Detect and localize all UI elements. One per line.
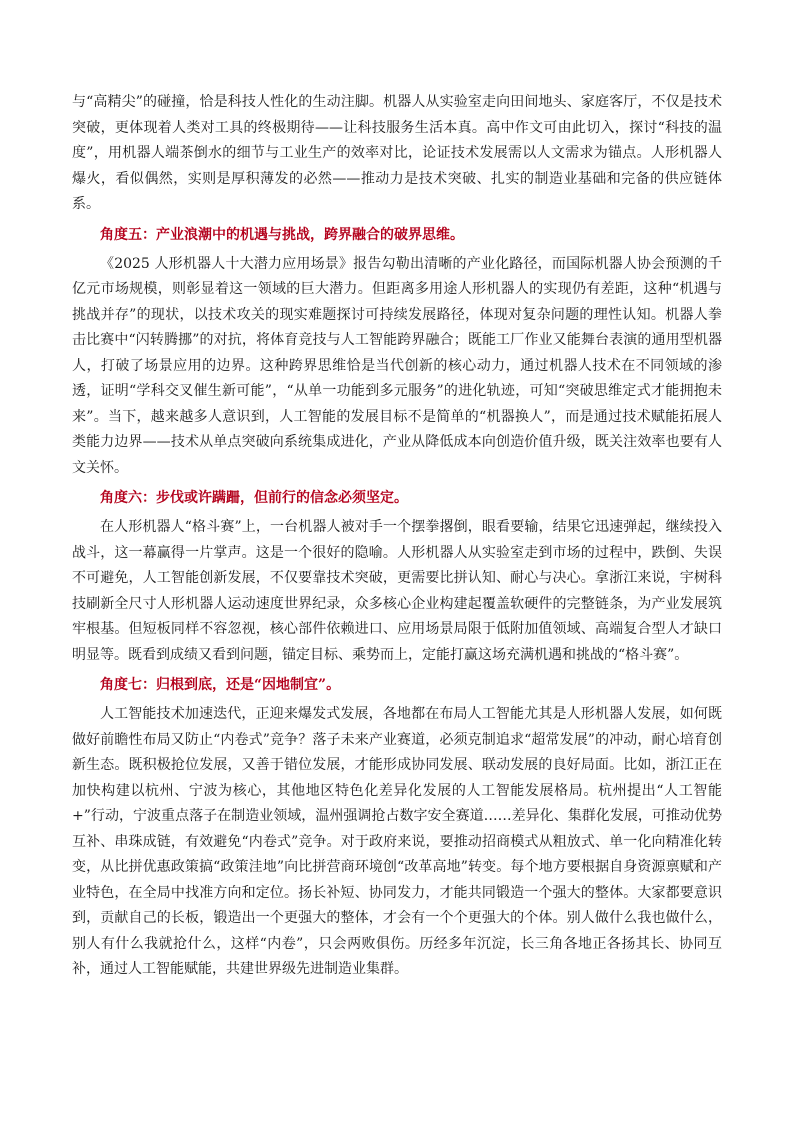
section-heading-angle-7: 角度七：归根到底，还是“因地制宜”。 — [100, 677, 341, 693]
paragraph-angle-5: 《2025 人形机器人十大潜力应用场景》报告勾勒出清晰的产业化路径，而国际机器人协会预测的千亿元市场规模，则彰显着这一领域的巨大潜力。但距离多用途人形机器人的实现仍有差距，这种“机遇与挑战并存”的现状，以技术攻关的现实难题探讨可持续发展路径，体现对复杂问题的理性认知。机器人拳击比赛中“闪转腾挪”的对抗，将体育竞技与人工智能跨界融合；既能工厂作业又能舞台表演的通用型机器人，打破了场景应用的边界。这种跨界思维恰是当代创新的核心动力，通过机器人技术在不同领域的渗透，证明“学科交叉催生新可能”，“从单一功能到多元服务”的进化轨迹，可知“突破思维定式才能拥抱未来”。当下，越来越多人意识到，人工智能的发展目标不是简单的“机器换人”，而是通过技术赋能拓展人类能力边界——技术从单点突破向系统集成进化，产业从降低成本向创造价值升级，既关注效率也要有人文关怀。 — [72, 255, 722, 476]
section-heading-angle-5: 角度五：产业浪潮中的机遇与挑战，跨界融合的破界思维。 — [100, 226, 464, 243]
document-body — [72, 90, 722, 983]
paragraph-angle-7: 人工智能技术加速迭代，正迎来爆发式发展，各地都在布局人工智能尤其是人形机器人发展，如何既做好前瞻性布局又防止“内卷式”竞争？落子未来产业赛道，必须克制追求“超常发展”的冲动，耐心培育创新生态。既积极抢位发展，又善于错位发展，才能形成协同发展、联动发展的良好局面。比如，浙江正在加快构建以杭州、宁波为核心，其他地区特色化差异化发展的人工智能发展格局。杭州提出“人工智能+”行动，宁波重点落子在制造业领域，温州强调抢占数字安全赛道……差异化、集群化发展，可推动优势互补、串珠成链，有效避免“内卷式”竞争。对于政府来说，要推动招商模式从粗放式、单一化向精准化转变，从比拼优惠政策搞“政策洼地”向比拼营商环境创“改革高地”转变。每个地方要根据自身资源禀赋和产业特色，在全局中找准方向和定位。扬长补短、协同发力，才能共同锻造一个强大的整体。大家都要意识到，贡献自己的长板，锻造出一个更强大的整体，才会有一个个更强大的个体。别人做什么我也做什么，别人有什么我就抢什么，这样“内卷”，只会两败俱伤。历经多年沉淀，长三角各地正各扬其长、协同互补，通过人工智能赋能，共建世界级先进制造业集群。 — [72, 706, 722, 977]
section-heading-angle-6: 角度六：步伐或许蹒跚，但前行的信念必须坚定。 — [100, 490, 408, 506]
intro-paragraph: 与“高精尖”的碰撞，恰是科技人性化的生动注脚。机器人从实验室走向田间地头、家庭客厅，不仅是技术突破，更体现着人类对工具的终极期待——让科技服务生活本真。高中作文可由此切入，探讨“科技的温度”，用机器人端茶倒水的细节与工业生产的效率对比，论证技术发展需以人文需求为锚点。人形机器人爆火，看似偶然，实则是厚积薄发的必然——推动力是技术突破、扎实的制造业基础和完备的供应链体系。 — [72, 94, 722, 212]
paragraph-angle-6: 在人形机器人“格斗赛”上，一台机器人被对手一个摆拳撂倒，眼看要输，结果它迅速弹起，继续投入战斗，这一幕赢得一片掌声。这是一个很好的隐喻。人形机器人从实验室走到市场的过程中，跌倒、失误不可避免，人工智能创新发展，不仅要靠技术突破，更需要比拼认知、耐心与决心。拿浙江来说，宇树科技刷新全尺寸人形机器人运动速度世界纪录，众多核心企业构建起覆盖软硬件的完整链条，为产业发展筑牢根基。但短板同样不容忽视，核心部件依赖进口、应用场景局限于低附加值领域、高端复合型人才缺口明显等。既看到成绩又看到问题，锚定目标、乘势而上，定能打赢这场充满机遇和挑战的“格斗赛”。 — [72, 519, 722, 663]
